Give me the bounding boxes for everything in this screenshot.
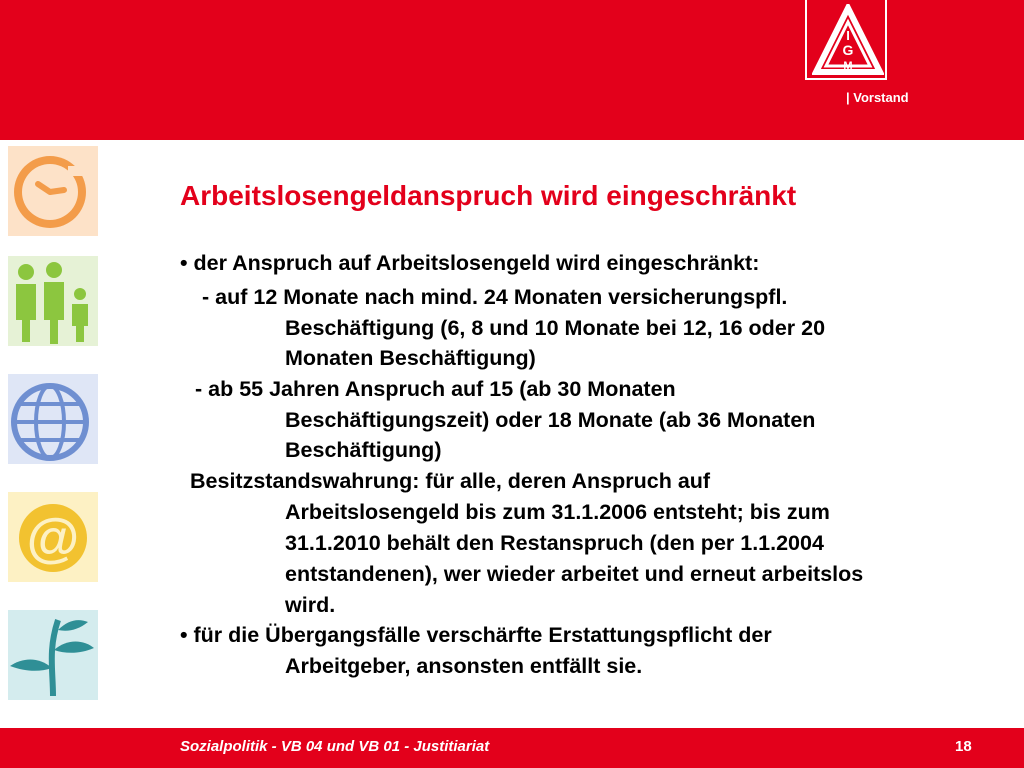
sub-line: entstandenen), wer wieder arbeitet und erneut arbeitslos bbox=[285, 562, 864, 586]
sub-line: - ab 55 Jahren Anspruch auf 15 (ab 30 Monaten bbox=[195, 377, 676, 401]
sub-line: Beschäftigung (6, 8 und 10 Monate bei 12, 16 oder 20 bbox=[285, 316, 826, 340]
bullet-line: • für die Übergangsfälle verschärfte Erstattungspflicht der bbox=[180, 623, 772, 647]
sub-line: Besitzstandswahrung: für alle, deren Anspruch auf bbox=[190, 469, 711, 493]
footer-bar bbox=[0, 728, 1024, 768]
sub-line: wird. bbox=[285, 593, 336, 617]
sub-line: Monaten Beschäftigung) bbox=[285, 346, 536, 370]
family-icon bbox=[8, 256, 98, 346]
bullet-line: • der Anspruch auf Arbeitslosengeld wird eingeschränkt: bbox=[180, 251, 760, 275]
logo-letter-m: M bbox=[843, 60, 853, 72]
footer-text: Sozialpolitik - VB 04 und VB 01 - Justitiariat bbox=[180, 738, 490, 755]
slide-title: Arbeitslosengeldanspruch wird eingeschränkt bbox=[180, 180, 797, 211]
sub-line: 31.1.2010 behält den Restanspruch (den per 1.1.2004 bbox=[285, 531, 824, 555]
sub-line: Arbeitgeber, ansonsten entfällt sie. bbox=[285, 654, 643, 678]
at-sign-icon bbox=[8, 492, 98, 582]
plant-icon bbox=[8, 610, 98, 700]
sub-line: Beschäftigung) bbox=[285, 438, 442, 462]
sub-line: Beschäftigungszeit) oder 18 Monate (ab 36 Monaten bbox=[285, 408, 816, 432]
sub-line: Arbeitslosengeld bis zum 31.1.2006 entsteht; bis zum bbox=[285, 500, 830, 524]
sub-line: - auf 12 Monate nach mind. 24 Monaten versicherungspfl. bbox=[202, 285, 788, 309]
clock-icon bbox=[8, 146, 98, 236]
page-number: 18 bbox=[955, 738, 972, 755]
logo-letter-g: G bbox=[842, 42, 854, 58]
globe-icon bbox=[8, 374, 98, 464]
igm-logo bbox=[805, 0, 887, 80]
logo-letter-i: I bbox=[846, 28, 850, 43]
triangle-logo-icon bbox=[812, 4, 884, 76]
svg-text:@: @ bbox=[26, 508, 80, 568]
sidebar-icons bbox=[0, 140, 110, 720]
organization-label: | Vorstand bbox=[846, 90, 909, 105]
